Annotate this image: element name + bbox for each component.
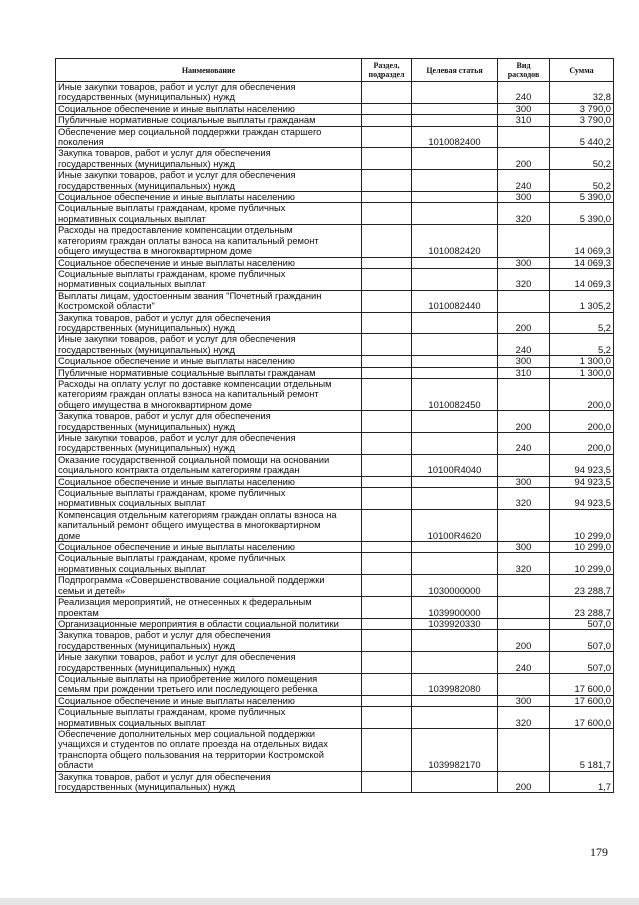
cell-type: 200 xyxy=(498,771,550,793)
table-row xyxy=(56,673,614,695)
cell-section xyxy=(362,433,412,455)
cell-sum: 17 600,0 xyxy=(550,695,614,706)
cell-section xyxy=(362,170,412,192)
cell-sum: 17 600,0 xyxy=(550,673,614,695)
cell-section xyxy=(362,630,412,652)
cell-name: Социальное обеспечение и иные выплаты населению xyxy=(56,192,362,203)
cell-type: 200 xyxy=(498,411,550,433)
table-row xyxy=(56,312,614,334)
cell-target: 10100R4040 xyxy=(412,454,498,476)
table-row xyxy=(56,126,614,148)
page-number: 179 xyxy=(590,845,608,859)
cell-sum: 507,0 xyxy=(550,618,614,629)
cell-name: Социальное обеспечение и иные выплаты населению xyxy=(56,695,362,706)
cell-sum: 3 790,0 xyxy=(550,115,614,126)
cell-sum: 507,0 xyxy=(550,630,614,652)
cell-type: 240 xyxy=(498,433,550,455)
cell-name: Социальные выплаты гражданам, кроме публичных нормативных социальных выплат xyxy=(56,203,362,225)
cell-target xyxy=(412,488,498,510)
cell-type xyxy=(498,728,550,771)
table-row xyxy=(56,630,614,652)
table-row xyxy=(56,192,614,203)
cell-type: 240 xyxy=(498,334,550,356)
cell-section xyxy=(362,192,412,203)
table-row xyxy=(56,509,614,541)
table-row xyxy=(56,652,614,674)
cell-sum: 5 181,7 xyxy=(550,728,614,771)
cell-section xyxy=(362,268,412,290)
cell-target xyxy=(412,771,498,793)
cell-sum: 23 288,7 xyxy=(550,575,614,597)
table-row xyxy=(56,411,614,433)
table-row xyxy=(56,115,614,126)
cell-sum: 1 305,2 xyxy=(550,290,614,312)
cell-section xyxy=(362,225,412,257)
table-row xyxy=(56,103,614,114)
cell-name: Подпрограмма «Совершенствование социальной поддержки семьи и детей» xyxy=(56,575,362,597)
table-row xyxy=(56,553,614,575)
cell-section xyxy=(362,673,412,695)
cell-target xyxy=(412,356,498,367)
cell-section xyxy=(362,103,412,114)
scan-edge xyxy=(0,898,639,905)
cell-name: Иные закупки товаров, работ и услуг для обеспечения государственных (муниципальных) нужд xyxy=(56,82,362,104)
cell-name: Закупка товаров, работ и услуг для обеспечения государственных (муниципальных) нужд xyxy=(56,312,362,334)
cell-sum: 50,2 xyxy=(550,170,614,192)
cell-type: 320 xyxy=(498,268,550,290)
cell-type: 320 xyxy=(498,707,550,729)
cell-type xyxy=(498,597,550,619)
cell-target xyxy=(412,312,498,334)
cell-sum: 200,0 xyxy=(550,411,614,433)
cell-target: 1030000000 xyxy=(412,575,498,597)
cell-name: Выплаты лицам, удостоенным звания "Почетный гражданин Костромской области" xyxy=(56,290,362,312)
cell-sum: 3 790,0 xyxy=(550,103,614,114)
cell-sum: 14 069,3 xyxy=(550,268,614,290)
cell-type xyxy=(498,126,550,148)
cell-type: 300 xyxy=(498,192,550,203)
table-row xyxy=(56,728,614,771)
cell-section xyxy=(362,356,412,367)
cell-sum: 5,2 xyxy=(550,312,614,334)
table-row xyxy=(56,268,614,290)
cell-section xyxy=(362,334,412,356)
cell-sum: 17 600,0 xyxy=(550,707,614,729)
cell-target xyxy=(412,367,498,378)
cell-sum: 1 300,0 xyxy=(550,367,614,378)
cell-target xyxy=(412,103,498,114)
cell-name: Публичные нормативные социальные выплаты гражданам xyxy=(56,367,362,378)
table-row xyxy=(56,488,614,510)
cell-name: Обеспечение дополнительных мер социальной поддержки учащихся и студентов по оплате проезда на отдельных видах транспорта общего пользования на территории Костромской области xyxy=(56,728,362,771)
table-row xyxy=(56,695,614,706)
cell-sum: 10 299,0 xyxy=(550,553,614,575)
cell-target: 10100R4620 xyxy=(412,509,498,541)
cell-section xyxy=(362,203,412,225)
cell-type: 240 xyxy=(498,82,550,104)
cell-target xyxy=(412,203,498,225)
cell-name: Закупка товаров, работ и услуг для обеспечения государственных (муниципальных) нужд xyxy=(56,630,362,652)
cell-target xyxy=(412,630,498,652)
cell-type: 300 xyxy=(498,257,550,268)
cell-name: Социальное обеспечение и иные выплаты населению xyxy=(56,476,362,487)
table-row xyxy=(56,367,614,378)
cell-section xyxy=(362,126,412,148)
cell-type: 300 xyxy=(498,476,550,487)
cell-target: 1039982170 xyxy=(412,728,498,771)
cell-type: 310 xyxy=(498,367,550,378)
cell-type: 240 xyxy=(498,170,550,192)
cell-name: Расходы на оплату услуг по доставке компенсации отдельным категориям граждан оплаты взноса на капитальный ремонт общего имущества в многоквартирном доме xyxy=(56,378,362,410)
cell-section xyxy=(362,82,412,104)
cell-name: Социальное обеспечение и иные выплаты населению xyxy=(56,257,362,268)
table-row xyxy=(56,334,614,356)
header-target: Целевая статья xyxy=(412,59,498,82)
cell-type xyxy=(498,575,550,597)
table-row xyxy=(56,290,614,312)
cell-type: 200 xyxy=(498,148,550,170)
cell-sum: 200,0 xyxy=(550,378,614,410)
cell-target xyxy=(412,695,498,706)
cell-target: 1010082440 xyxy=(412,290,498,312)
table-header-row xyxy=(56,59,614,82)
cell-type: 310 xyxy=(498,115,550,126)
cell-target xyxy=(412,82,498,104)
cell-section xyxy=(362,553,412,575)
cell-target xyxy=(412,148,498,170)
cell-target xyxy=(412,170,498,192)
cell-name: Социальное обеспечение и иные выплаты населению xyxy=(56,356,362,367)
cell-section xyxy=(362,312,412,334)
cell-section xyxy=(362,378,412,410)
cell-target: 1010082400 xyxy=(412,126,498,148)
cell-sum: 5 390,0 xyxy=(550,203,614,225)
cell-sum: 1,7 xyxy=(550,771,614,793)
cell-sum: 1 300,0 xyxy=(550,356,614,367)
cell-section xyxy=(362,367,412,378)
cell-type: 320 xyxy=(498,203,550,225)
table-row xyxy=(56,225,614,257)
cell-type: 300 xyxy=(498,695,550,706)
cell-name: Компенсация отдельным категориям граждан оплаты взноса на капитальный ремонт общего имущества в многоквартирном доме xyxy=(56,509,362,541)
cell-sum: 507,0 xyxy=(550,652,614,674)
cell-target xyxy=(412,115,498,126)
table-row xyxy=(56,597,614,619)
cell-section xyxy=(362,148,412,170)
cell-name: Социальные выплаты гражданам, кроме публичных нормативных социальных выплат xyxy=(56,707,362,729)
cell-sum: 10 299,0 xyxy=(550,542,614,553)
cell-target xyxy=(412,433,498,455)
cell-target: 1039982080 xyxy=(412,673,498,695)
cell-name: Расходы на предоставление компенсации отдельным категориям граждан оплаты взноса на капитальный ремонт общего имущества в многоквартирном доме xyxy=(56,225,362,257)
cell-name: Обеспечение мер социальной поддержки граждан старшего поколения xyxy=(56,126,362,148)
cell-target xyxy=(412,652,498,674)
cell-type xyxy=(498,509,550,541)
cell-type xyxy=(498,225,550,257)
cell-type: 300 xyxy=(498,542,550,553)
cell-section xyxy=(362,257,412,268)
cell-target: 1039900000 xyxy=(412,597,498,619)
cell-name: Социальное обеспечение и иные выплаты населению xyxy=(56,103,362,114)
table-row xyxy=(56,148,614,170)
table-row xyxy=(56,618,614,629)
cell-type xyxy=(498,618,550,629)
cell-section xyxy=(362,597,412,619)
cell-type: 320 xyxy=(498,488,550,510)
table-row xyxy=(56,356,614,367)
cell-name: Иные закупки товаров, работ и услуг для обеспечения государственных (муниципальных) нужд xyxy=(56,433,362,455)
cell-target xyxy=(412,542,498,553)
table-row xyxy=(56,771,614,793)
cell-type: 200 xyxy=(498,630,550,652)
cell-section xyxy=(362,575,412,597)
cell-section xyxy=(362,115,412,126)
cell-type: 300 xyxy=(498,103,550,114)
cell-name: Организационные мероприятия в области социальной политики xyxy=(56,618,362,629)
cell-target: 1010082420 xyxy=(412,225,498,257)
table-row xyxy=(56,542,614,553)
cell-section xyxy=(362,695,412,706)
cell-name: Социальные выплаты на приобретение жилого помещения семьям при рождении третьего или последующего ребенка xyxy=(56,673,362,695)
cell-sum: 5,2 xyxy=(550,334,614,356)
cell-type xyxy=(498,454,550,476)
cell-target xyxy=(412,411,498,433)
table-row xyxy=(56,575,614,597)
cell-target xyxy=(412,192,498,203)
header-name: Наименование xyxy=(56,59,362,82)
cell-name: Социальное обеспечение и иные выплаты населению xyxy=(56,542,362,553)
cell-sum: 5 440,2 xyxy=(550,126,614,148)
cell-sum: 200,0 xyxy=(550,433,614,455)
header-sum: Сумма xyxy=(550,59,614,82)
table-row xyxy=(56,433,614,455)
cell-sum: 32,8 xyxy=(550,82,614,104)
cell-section xyxy=(362,488,412,510)
table-body xyxy=(56,82,614,793)
cell-sum: 94 923,5 xyxy=(550,454,614,476)
cell-name: Оказание государственной социальной помощи на основании социального контракта отдельным категориям граждан xyxy=(56,454,362,476)
cell-section xyxy=(362,476,412,487)
cell-sum: 23 288,7 xyxy=(550,597,614,619)
cell-target xyxy=(412,334,498,356)
cell-name: Иные закупки товаров, работ и услуг для обеспечения государственных (муниципальных) нужд xyxy=(56,652,362,674)
table-row xyxy=(56,203,614,225)
cell-section xyxy=(362,707,412,729)
cell-sum: 14 069,3 xyxy=(550,225,614,257)
cell-sum: 5 390,0 xyxy=(550,192,614,203)
cell-name: Закупка товаров, работ и услуг для обеспечения государственных (муниципальных) нужд xyxy=(56,148,362,170)
cell-target xyxy=(412,268,498,290)
table-row xyxy=(56,707,614,729)
cell-name: Иные закупки товаров, работ и услуг для обеспечения государственных (муниципальных) нужд xyxy=(56,334,362,356)
cell-target: 1039920330 xyxy=(412,618,498,629)
cell-type: 240 xyxy=(498,652,550,674)
cell-name: Иные закупки товаров, работ и услуг для обеспечения государственных (муниципальных) нужд xyxy=(56,170,362,192)
cell-name: Публичные нормативные социальные выплаты гражданам xyxy=(56,115,362,126)
cell-sum: 94 923,5 xyxy=(550,476,614,487)
cell-section xyxy=(362,652,412,674)
cell-type: 200 xyxy=(498,312,550,334)
cell-section xyxy=(362,618,412,629)
table-row xyxy=(56,454,614,476)
table-row xyxy=(56,82,614,104)
cell-sum: 50,2 xyxy=(550,148,614,170)
cell-section xyxy=(362,411,412,433)
cell-type xyxy=(498,673,550,695)
cell-type: 300 xyxy=(498,356,550,367)
cell-section xyxy=(362,771,412,793)
cell-section xyxy=(362,454,412,476)
header-type: Вид расходов xyxy=(498,59,550,82)
cell-type: 320 xyxy=(498,553,550,575)
cell-section xyxy=(362,290,412,312)
cell-target xyxy=(412,257,498,268)
cell-target: 1010082450 xyxy=(412,378,498,410)
table-row xyxy=(56,378,614,410)
cell-target xyxy=(412,476,498,487)
cell-sum: 14 069,3 xyxy=(550,257,614,268)
cell-name: Социальные выплаты гражданам, кроме публичных нормативных социальных выплат xyxy=(56,553,362,575)
cell-name: Закупка товаров, работ и услуг для обеспечения государственных (муниципальных) нужд xyxy=(56,411,362,433)
cell-name: Социальные выплаты гражданам, кроме публичных нормативных социальных выплат xyxy=(56,268,362,290)
cell-type xyxy=(498,290,550,312)
cell-section xyxy=(362,728,412,771)
table-row xyxy=(56,476,614,487)
cell-sum: 94 923,5 xyxy=(550,488,614,510)
cell-target xyxy=(412,707,498,729)
header-section: Раздел, подраздел xyxy=(362,59,412,82)
cell-target xyxy=(412,553,498,575)
cell-sum: 10 299,0 xyxy=(550,509,614,541)
table-row xyxy=(56,170,614,192)
cell-type xyxy=(498,378,550,410)
cell-name: Закупка товаров, работ и услуг для обеспечения государственных (муниципальных) нужд xyxy=(56,771,362,793)
cell-name: Социальные выплаты гражданам, кроме публичных нормативных социальных выплат xyxy=(56,488,362,510)
cell-name: Реализация мероприятий, не отнесенных к федеральным проектам xyxy=(56,597,362,619)
cell-section xyxy=(362,542,412,553)
table-row xyxy=(56,257,614,268)
cell-section xyxy=(362,509,412,541)
budget-table xyxy=(55,58,614,793)
